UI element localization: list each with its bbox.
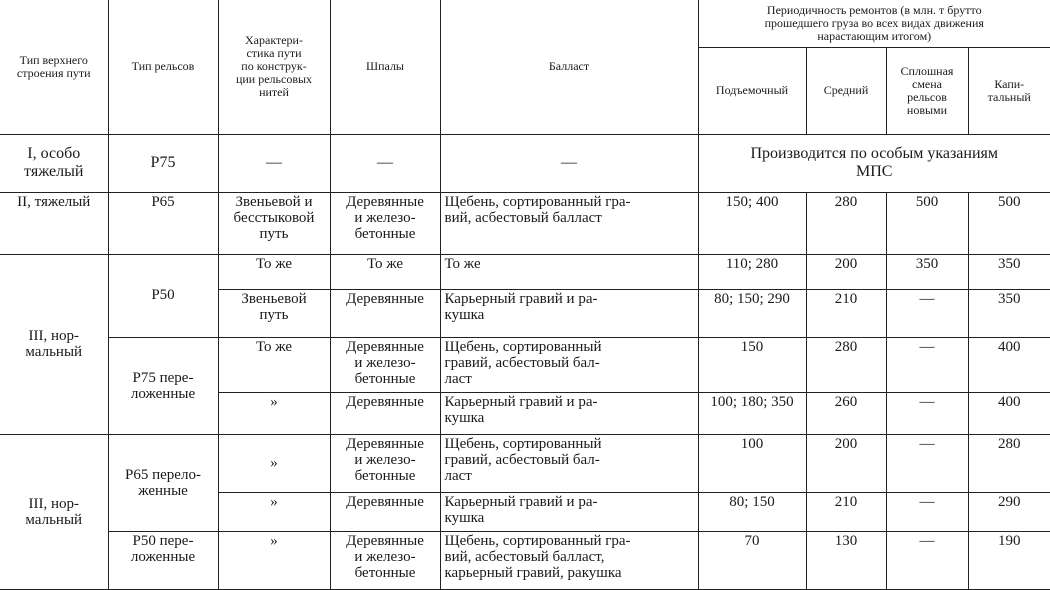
- cell-capital: 500: [968, 192, 1050, 254]
- cell-medium: 260: [806, 393, 886, 434]
- cell-char: —: [218, 134, 330, 192]
- cell-lifting: 150; 400: [698, 192, 806, 254]
- cell-lifting: 80; 150: [698, 492, 806, 531]
- cell-char: Звеньевой путь: [218, 290, 330, 338]
- cell-char: То же: [218, 337, 330, 393]
- cell-sleepers: Деревянные и железо- бетонные: [330, 192, 440, 254]
- cell-sleepers: Деревянные: [330, 492, 440, 531]
- cell-medium: 210: [806, 492, 886, 531]
- cell-sleepers: То же: [330, 254, 440, 289]
- cell-solid: —: [886, 492, 968, 531]
- header-solid-change: Сплошная смена рельсов новыми: [886, 48, 968, 135]
- cell-rails: Р65: [108, 192, 218, 254]
- table-row: [0, 134, 1050, 192]
- cell-ballast: Карьерный гравий и ра- кушка: [440, 492, 698, 531]
- cell-medium: 280: [806, 337, 886, 393]
- cell-solid: 500: [886, 192, 968, 254]
- cell-ballast: Карьерный гравий и ра- кушка: [440, 393, 698, 434]
- cell-char: »: [218, 393, 330, 434]
- cell-rails: Р50 пере- ложенные: [108, 532, 218, 590]
- header-capital: Капи- тальный: [968, 48, 1050, 135]
- cell-ballast: Щебень, сортированный гра- вий, асбестовый балласт: [440, 192, 698, 254]
- table-row: [0, 337, 1050, 393]
- cell-lifting: 100; 180; 350: [698, 393, 806, 434]
- header-ballast: Балласт: [440, 0, 698, 134]
- header-char-track: Характери- стика пути по конструк- ции рельсовых нитей: [218, 0, 330, 134]
- cell-sleepers: Деревянные: [330, 393, 440, 434]
- table-row: [0, 192, 1050, 254]
- cell-type: II, тяжелый: [0, 192, 108, 254]
- cell-rails: Р75 пере- ложенные: [108, 337, 218, 434]
- table-row: [0, 434, 1050, 492]
- header-sleepers: Шпалы: [330, 0, 440, 134]
- cell-rails: Р75: [108, 134, 218, 192]
- table-row: [0, 254, 1050, 289]
- cell-ballast: —: [440, 134, 698, 192]
- header-lifting: Подъемочный: [698, 48, 806, 135]
- cell-sleepers: Деревянные и железо- бетонные: [330, 337, 440, 393]
- table-row: [0, 532, 1050, 590]
- header-periodicity: Периодичность ремонтов (в млн. т брутто прошедшего груза во всех видах движения нарастающим итогом): [698, 0, 1050, 48]
- cell-type: I, особо тяжелый: [0, 134, 108, 192]
- cell-rails: Р50: [108, 254, 218, 337]
- cell-ballast: То же: [440, 254, 698, 289]
- cell-lifting: 80; 150; 290: [698, 290, 806, 338]
- cell-type: III, нор- мальный: [0, 434, 108, 589]
- cell-lifting: 150: [698, 337, 806, 393]
- cell-capital: 350: [968, 254, 1050, 289]
- cell-sleepers: Деревянные и железо- бетонные: [330, 532, 440, 590]
- cell-special-note: Производится по особым указаниям МПС: [698, 134, 1050, 192]
- cell-char: »: [218, 434, 330, 492]
- cell-char: »: [218, 492, 330, 531]
- cell-char: »: [218, 532, 330, 590]
- header-type-rails: Тип рельсов: [108, 0, 218, 134]
- cell-rails: Р65 перело- женные: [108, 434, 218, 531]
- cell-medium: 280: [806, 192, 886, 254]
- cell-medium: 210: [806, 290, 886, 338]
- cell-solid: 350: [886, 254, 968, 289]
- header-type-verkh: Тип верхнего строения пути: [0, 0, 108, 134]
- cell-char: То же: [218, 254, 330, 289]
- header-medium: Средний: [806, 48, 886, 135]
- cell-medium: 200: [806, 254, 886, 289]
- cell-solid: —: [886, 393, 968, 434]
- cell-medium: 200: [806, 434, 886, 492]
- cell-ballast: Щебень, сортированный гра- вий, асбестовый балласт, карьерный гравий, ракушка: [440, 532, 698, 590]
- cell-capital: 280: [968, 434, 1050, 492]
- cell-lifting: 70: [698, 532, 806, 590]
- cell-char: Звеньевой и бесстыковой путь: [218, 192, 330, 254]
- cell-ballast: Щебень, сортированный гравий, асбестовый бал- ласт: [440, 434, 698, 492]
- cell-capital: 290: [968, 492, 1050, 531]
- cell-lifting: 100: [698, 434, 806, 492]
- cell-capital: 400: [968, 337, 1050, 393]
- cell-solid: —: [886, 337, 968, 393]
- cell-lifting: 110; 280: [698, 254, 806, 289]
- cell-ballast: Карьерный гравий и ра- кушка: [440, 290, 698, 338]
- cell-sleepers: Деревянные: [330, 290, 440, 338]
- cell-capital: 350: [968, 290, 1050, 338]
- cell-capital: 190: [968, 532, 1050, 590]
- cell-capital: 400: [968, 393, 1050, 434]
- cell-ballast: Щебень, сортированный гравий, асбестовый бал- ласт: [440, 337, 698, 393]
- cell-solid: —: [886, 532, 968, 590]
- cell-sleepers: —: [330, 134, 440, 192]
- cell-medium: 130: [806, 532, 886, 590]
- cell-solid: —: [886, 434, 968, 492]
- cell-solid: —: [886, 290, 968, 338]
- cell-sleepers: Деревянные и железо- бетонные: [330, 434, 440, 492]
- cell-type: III, нор- мальный: [0, 254, 108, 434]
